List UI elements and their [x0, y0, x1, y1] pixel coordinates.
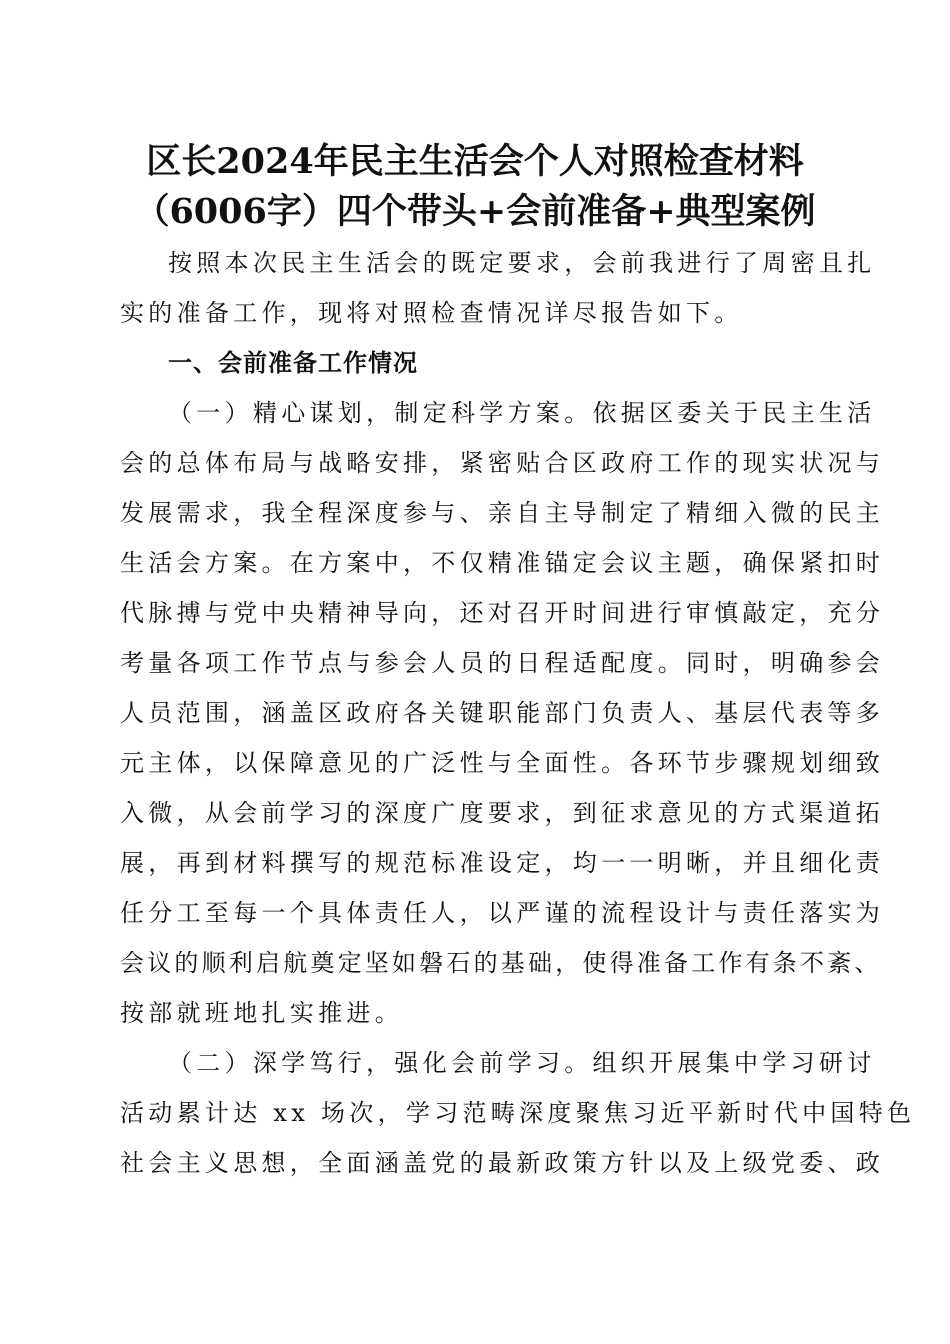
paragraph-line: 任分工至每一个具体责任人，以严谨的流程设计与责任落实为: [120, 899, 885, 927]
paragraph-line: 入微，从会前学习的深度广度要求，到征求意见的方式渠道拓: [120, 799, 885, 827]
paragraph-line: 活动累计达 xx 场次，学习范畴深度聚焦习近平新时代中国特色: [120, 1099, 916, 1127]
paragraph-line: 考量各项工作节点与参会人员的日程适配度。同时，明确参会: [120, 649, 885, 677]
paragraph-line: （一）精心谋划，制定科学方案。依据区委关于民主生活: [168, 399, 876, 427]
paragraph-line: 会的总体布局与战略安排，紧密贴合区政府工作的现实状况与: [120, 449, 885, 477]
paragraph-line: 社会主义思想，全面涵盖党的最新政策方针以及上级党委、政: [120, 1149, 885, 1177]
paragraph-line: 会议的顺利启航奠定坚如磐石的基础，使得准备工作有条不紊、: [120, 949, 882, 977]
paragraph-line: 实的准备工作，现将对照检查情况详尽报告如下。: [120, 299, 743, 327]
paragraph-line: 代脉搏与党中央精神导向，还对召开时间进行审慎敲定，充分: [120, 599, 885, 627]
paragraph-line: 发展需求，我全程深度参与、亲自主导制定了精细入微的民主: [120, 499, 885, 527]
paragraph-line: 生活会方案。在方案中，不仅精准锚定会议主题，确保紧扣时: [120, 549, 885, 577]
paragraph-line: 按部就班地扎实推进。: [120, 999, 403, 1027]
paragraph-line: 按照本次民主生活会的既定要求，会前我进行了周密且扎: [168, 249, 876, 277]
section-heading: 一、会前准备工作情况: [168, 349, 418, 377]
paragraph-line: 元主体，以保障意见的广泛性与全面性。各环节步骤规划细致: [120, 749, 885, 777]
paragraph-line: 展，再到材料撰写的规范标准设定，均一一明晰，并且细化责: [120, 849, 885, 877]
document-title-line-2: （6006字）四个带头+会前准备+典型案例: [134, 191, 816, 232]
document-title-line-1: 区长2024年民主生活会个人对照检查材料: [146, 141, 804, 182]
paragraph-line: 人员范围，涵盖区政府各关键职能部门负责人、基层代表等多: [120, 699, 885, 727]
paragraph-line: （二）深学笃行，强化会前学习。组织开展集中学习研讨: [168, 1049, 876, 1077]
